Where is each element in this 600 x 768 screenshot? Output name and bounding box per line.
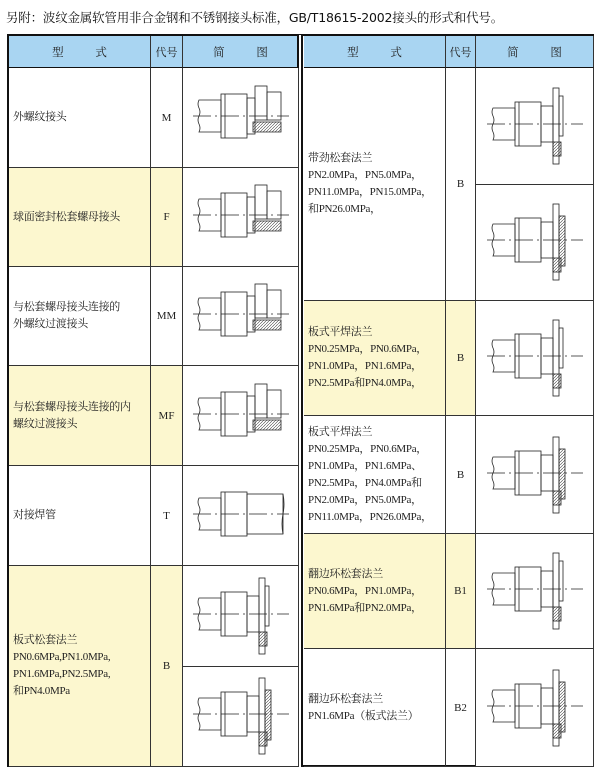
left-row-5-type (9, 566, 151, 767)
male-adapter-fitting-drawing (191, 276, 291, 356)
left-row-3-sketch (183, 366, 299, 466)
right-row-0-sketch (476, 68, 594, 185)
fitting-code: B1 (454, 585, 467, 597)
fitting-code: MM (156, 310, 177, 322)
fitting-code: MF (158, 409, 175, 422)
left-row-3-code (151, 366, 183, 466)
left-header-type (9, 36, 151, 68)
fitting-code: B (456, 178, 465, 190)
left-row-3-type (9, 366, 151, 466)
fitting-type: 板式平焊法兰 PN0.25MPa，PN0.6MPa， PN1.0MPa，PN1.6MPa， PN2.5MPa和PN4.0MPa， (308, 326, 427, 389)
right-row-2-type (304, 416, 446, 534)
right-row-3-sketch (476, 534, 594, 649)
right-row-1-sketch (476, 301, 594, 416)
left-row-5-sketch (183, 566, 299, 667)
fitting-type: 与松套螺母接头连接的 外螺纹过渡接头 (13, 301, 120, 330)
slip-on-plate-flange-hub-drawing (485, 435, 585, 515)
male-thread-fitting-drawing (191, 78, 291, 158)
left-row-4-sketch (183, 466, 299, 566)
fitting-type: 翻边环松套法兰 PN1.6MPa（板式法兰） (308, 692, 419, 722)
fitting-code: B (162, 660, 171, 672)
left-header-code-text: 代号 (155, 45, 178, 59)
loose-plate-flange-hub-drawing (191, 676, 291, 756)
left-row-1-type (9, 168, 151, 267)
spherical-nut-fitting-drawing (191, 177, 291, 257)
fitting-type: 外螺纹接头 (13, 111, 67, 123)
right-row-3-code (446, 534, 476, 649)
fitting-type: 与松套螺母接头连接的内 螺纹过渡接头 (13, 400, 131, 430)
lap-joint-plate-flange-drawing (485, 668, 585, 748)
right-row-0-type (304, 68, 446, 301)
right-header-type-text: 型 式 (347, 44, 402, 59)
fitting-type: 板式平焊法兰 PN0.25MPa，PN0.6MPa， PN1.0MPa，PN1.6MPa、 PN2.5MPa，PN4.0MPa和 PN2.0MPa，PN5.0MPa， PN11.0MPa，PN26.0MPa， (308, 425, 432, 523)
fitting-code: M (161, 111, 172, 124)
left-row-1-sketch (183, 168, 299, 267)
fitting-code: B (456, 468, 465, 481)
left-row-2-type (9, 267, 151, 366)
right-row-4-type (304, 649, 446, 767)
left-row-4-type (9, 466, 151, 566)
left-row-0-code (151, 68, 183, 168)
right-header-sketch-text: 简 图 (507, 44, 562, 59)
left-row-1-code (151, 168, 183, 267)
left-header-type-text: 型 式 (52, 44, 107, 59)
right-header-code-text: 代号 (449, 45, 472, 59)
female-adapter-fitting-drawing (191, 376, 291, 456)
butt-weld-pipe-drawing (191, 476, 291, 556)
left-row-0-type (9, 68, 151, 168)
fitting-code: F (163, 211, 170, 223)
fitting-type: 翻边环松套法兰 PN0.6MPa，PN1.0MPa， PN1.6MPa和PN2.0MPa， (308, 567, 422, 614)
right-header-code (446, 36, 476, 68)
fitting-type: 对接焊管 (13, 509, 56, 521)
left-header-code (151, 36, 183, 68)
left-header-sketch (183, 36, 299, 68)
slip-on-plate-flange-drawing (485, 318, 585, 398)
left-header-sketch-text: 简 图 (213, 44, 268, 59)
right-row-0-sketch (476, 185, 594, 302)
left-row-0-sketch (183, 68, 299, 168)
fitting-code: B (456, 352, 465, 364)
left-row-5-sketch (183, 667, 299, 768)
page-title: 另附：波纹金属软管用非合金钢和不锈钢接头标准，GB/T18615-2002接头的形式和代号。 (6, 10, 503, 25)
left-row-5-code (151, 566, 183, 767)
neck-loose-flange-drawing (485, 86, 585, 166)
right-row-2-sketch (476, 416, 594, 534)
right-row-0-code (446, 68, 476, 301)
right-header-sketch (476, 36, 594, 68)
right-row-4-code (446, 649, 476, 767)
right-row-2-code (446, 416, 476, 534)
left-row-2-sketch (183, 267, 299, 366)
right-row-1-code (446, 301, 476, 416)
lap-joint-flange-drawing (485, 551, 585, 631)
fitting-code: T (163, 509, 170, 522)
left-row-4-code (151, 466, 183, 566)
right-row-1-type (304, 301, 446, 416)
fitting-code: B2 (454, 701, 467, 714)
fitting-type: 球面密封松套螺母接头 (13, 210, 120, 223)
left-row-2-code (151, 267, 183, 366)
right-header-type (304, 36, 446, 68)
neck-loose-flange-hub-drawing (485, 202, 585, 282)
right-row-4-sketch (476, 649, 594, 767)
fitting-type: 板式松套法兰 PN0.6MPa,PN1.0MPa, PN1.6MPa,PN2.5MPa, 和PN4.0MPa (13, 634, 111, 697)
right-row-3-type (304, 534, 446, 649)
fitting-type: 带劲松套法兰 PN2.0MPa，PN5.0MPa， PN11.0MPa，PN15.0MPa， 和PN26.0MPa， (308, 152, 432, 215)
loose-plate-flange-drawing (191, 576, 291, 656)
